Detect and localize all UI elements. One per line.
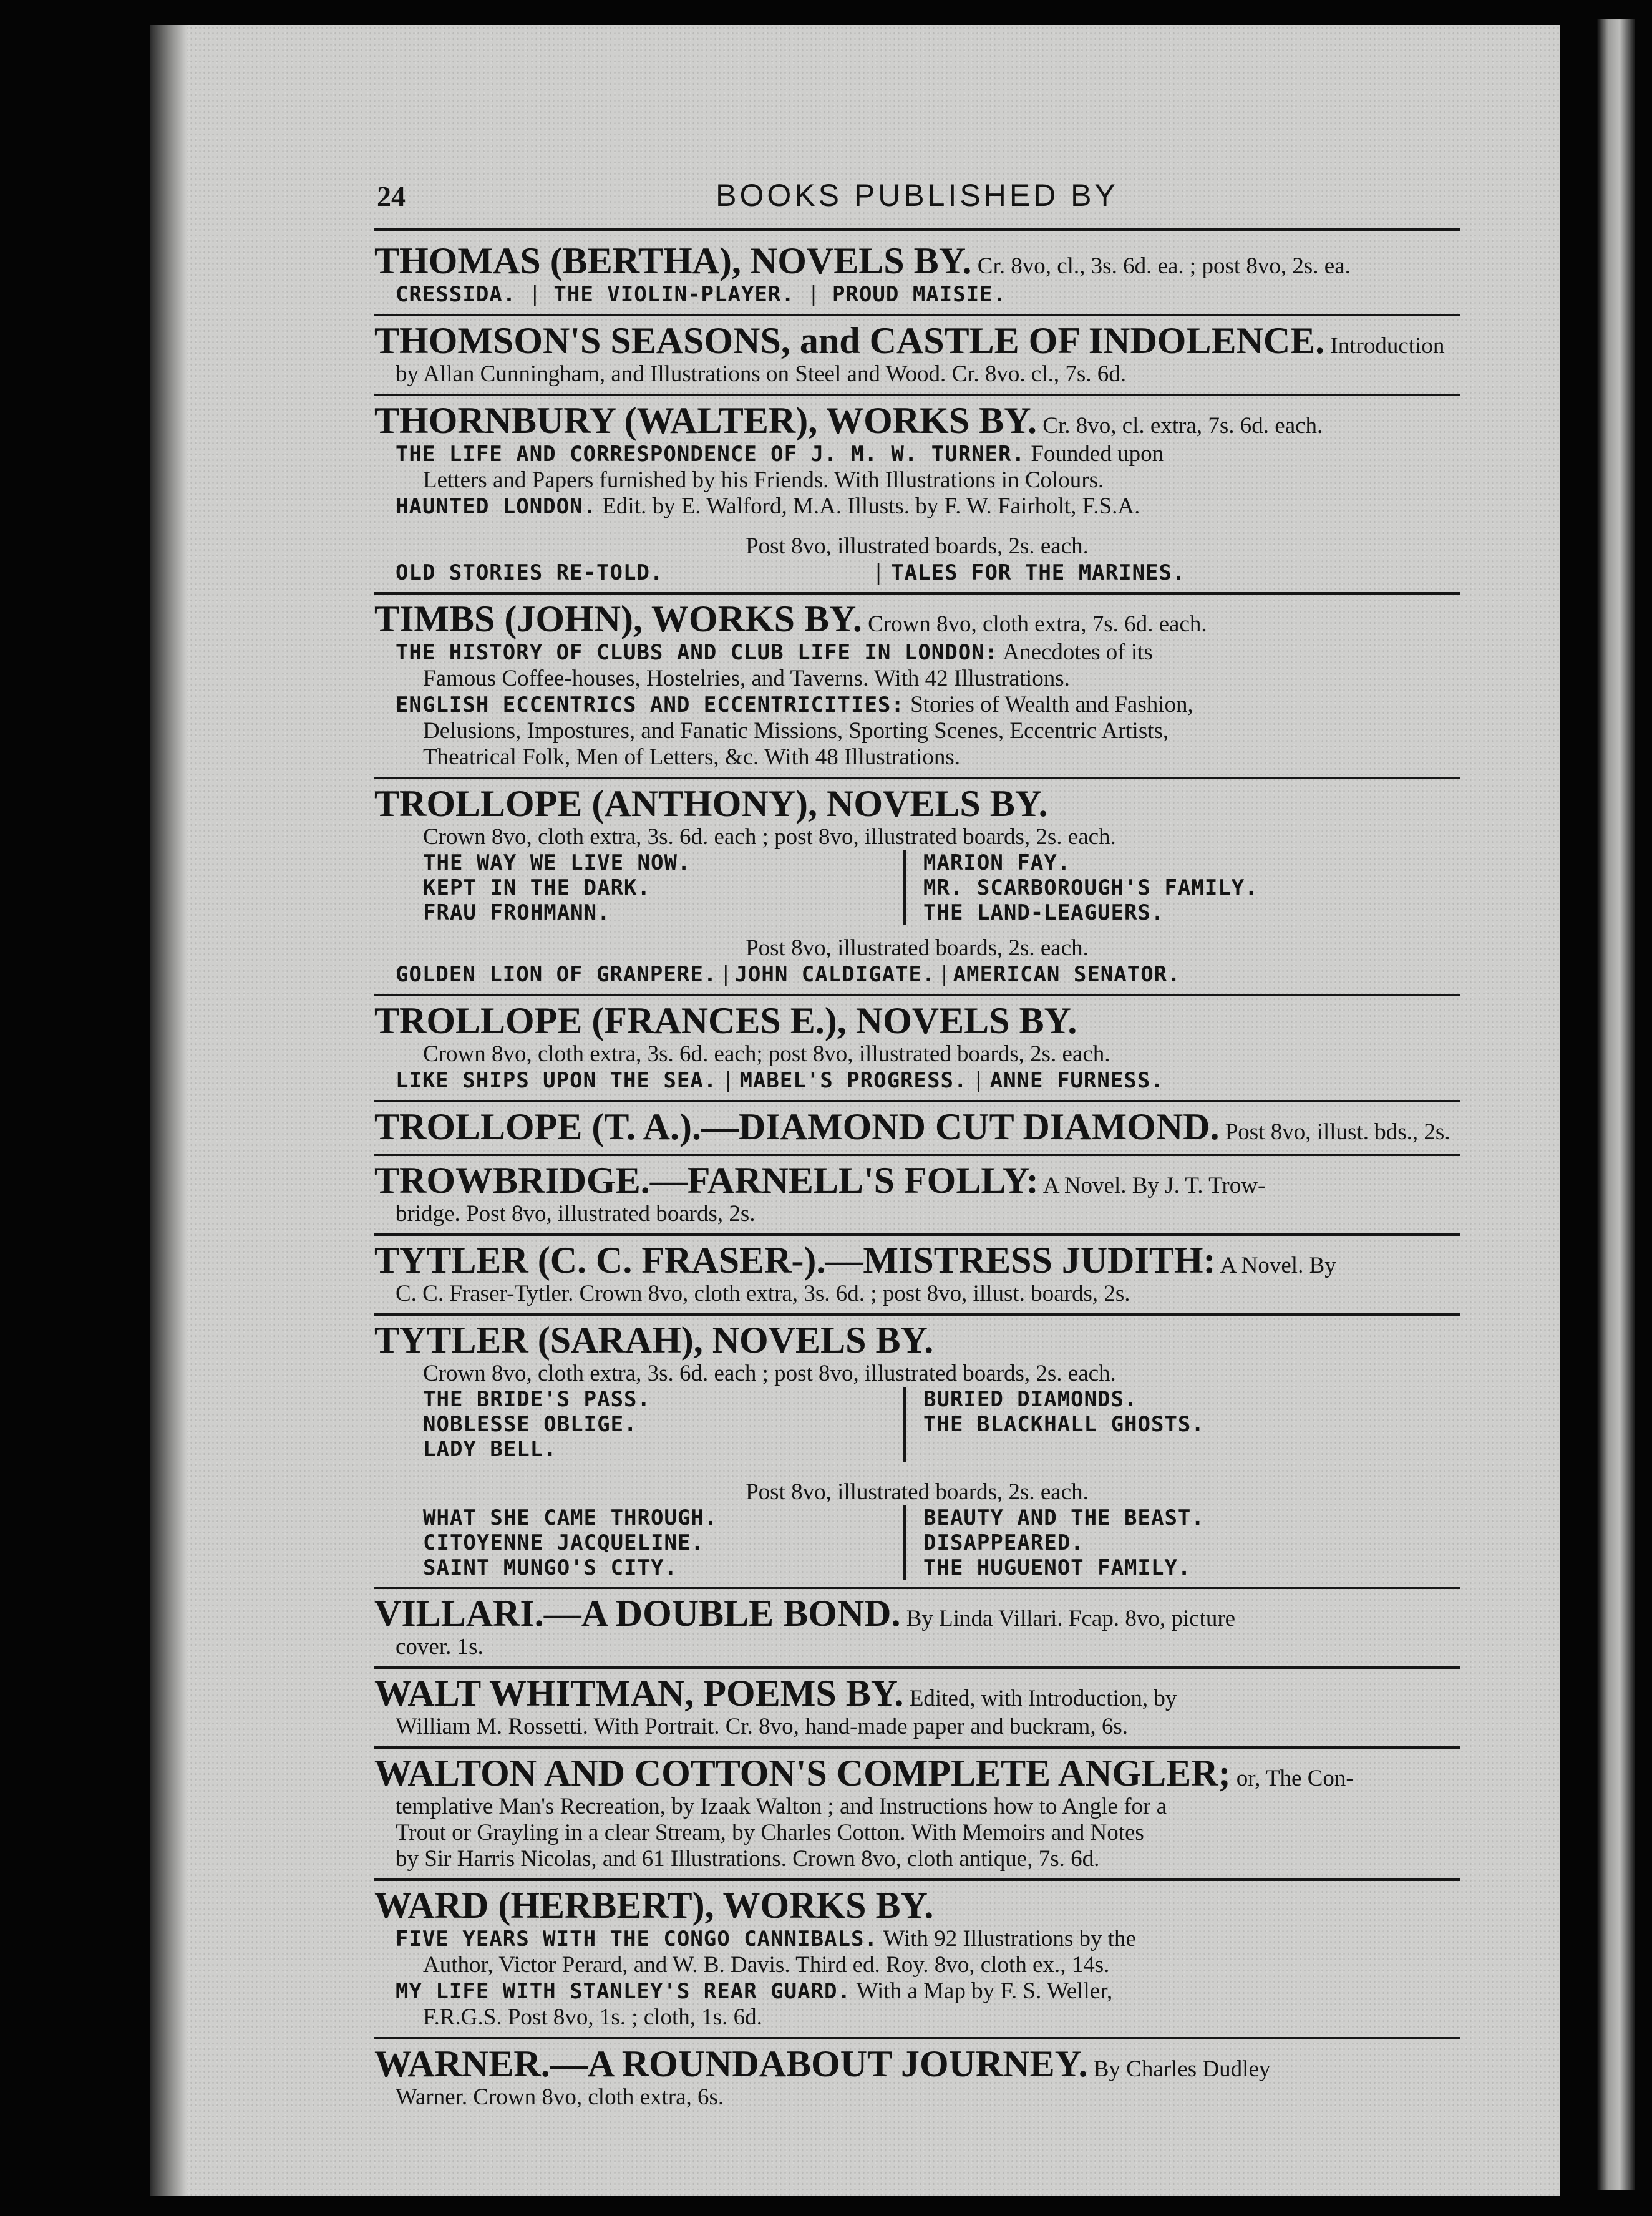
entry-heading: TROLLOPE (ANTHONY), NOVELS BY. — [374, 783, 1048, 824]
entry-text: Famous Coffee-houses, Hostelries, and Taverns. With 42 Illustrations. — [423, 666, 1070, 691]
entry-text: by Sir Harris Nicolas, and 61 Illustrations. Crown 8vo, cloth antique, 7s. 6d. — [396, 1846, 1100, 1872]
entry-trollope-anthony: TROLLOPE (ANTHONY), NOVELS BY. Crown 8vo, cloth extra, 3s. 6d. each ; post 8vo, illustrated boards, 2s. each. THE WAY WE LIVE NOW. KEPT IN THE DARK. FRAU FROHMANN. MARION FAY. MR. SCARBOROUGH'S FAMILY. THE LAND-LEAGUERS. Post 8vo, illustrated boards, 2s. each. GOLDEN LION OF GRANPERE. | JOHN CALDIGATE. | AMERICAN SENATOR. — [374, 779, 1460, 996]
entry-text: A Novel. By J. T. Trow- — [1042, 1173, 1266, 1198]
book-title: FIVE YEARS WITH THE CONGO CANNIBALS. — [396, 1927, 878, 1951]
entry-villari — [374, 1589, 1460, 1669]
book-title: DISAPPEARED. — [923, 1530, 1084, 1555]
price-note: Cr. 8vo, cl., 3s. 6d. ea. ; post 8vo, 2s. ea. — [977, 253, 1351, 279]
entry-heading: TYTLER (SARAH), NOVELS BY. — [374, 1319, 934, 1361]
entry-text: F.R.G.S. Post 8vo, 1s. ; cloth, 1s. 6d. — [423, 2005, 762, 2030]
price-note: Post 8vo, illustrated boards, 2s. each. — [746, 533, 1089, 559]
book-title: BEAUTY AND THE BEAST. — [923, 1505, 1205, 1530]
book-title: THE HISTORY OF CLUBS AND CLUB LIFE IN LONDON: — [396, 640, 999, 665]
book-title: THE VIOLIN-PLAYER. — [553, 282, 795, 307]
book-title: KEPT IN THE DARK. — [423, 875, 651, 900]
entry-warner — [374, 2039, 1460, 2117]
entry-text: By Charles Dudley — [1093, 2056, 1271, 2082]
price-note: Post 8vo, illustrated boards, 2s. each. — [746, 935, 1089, 961]
entry-trollope-frances: TROLLOPE (FRANCES E.), NOVELS BY. Crown 8vo, cloth extra, 3s. 6d. each; post 8vo, illustrated boards, 2s. each. LIKE SHIPS UPON THE SEA. | MABEL'S PROGRESS. | ANNE FURNESS. — [374, 996, 1460, 1102]
book-title: CRESSIDA. — [396, 282, 517, 307]
entry-timbs — [374, 595, 1460, 779]
entry-heading: TROLLOPE (T. A.).—DIAMOND CUT DIAMOND. — [374, 1106, 1220, 1147]
entry-heading: TROLLOPE (FRANCES E.), NOVELS BY. — [374, 1000, 1077, 1041]
book-title: SAINT MUNGO'S CITY. — [423, 1555, 678, 1580]
entry-text: Edit. by E. Walford, M.A. Illusts. by F. W. Fairholt, F.S.A. — [602, 493, 1140, 519]
entry-text: William M. Rossetti. With Portrait. Cr. 8vo, hand-made paper and buckram, 6s. — [396, 1714, 1128, 1739]
book-title: MARION FAY. — [923, 850, 1071, 875]
title-columns — [423, 1387, 1460, 1462]
header-rule — [374, 228, 1460, 231]
entry-text: Delusions, Impostures, and Fanatic Missions, Sporting Scenes, Eccentric Artists, — [423, 718, 1169, 744]
entry-text: By Linda Villari. Fcap. 8vo, picture — [906, 1606, 1236, 1631]
price-note: Crown 8vo, cloth extra, 7s. 6d. each. — [868, 611, 1207, 637]
entry-text: bridge. Post 8vo, illustrated boards, 2s. — [396, 1201, 756, 1227]
entry-heading: THOMSON'S SEASONS, and CASTLE OF INDOLENCE. — [374, 320, 1325, 361]
entry-heading: VILLARI.—A DOUBLE BOND. — [374, 1593, 901, 1634]
book-title: ANNE FURNESS. — [989, 1068, 1164, 1093]
entry-whitman — [374, 1669, 1460, 1749]
entry-ward — [374, 1881, 1460, 2039]
book-title — [923, 1437, 1205, 1462]
book-title: NOBLESSE OBLIGE. — [423, 1412, 638, 1437]
title-columns — [423, 1505, 1460, 1580]
book-spine-shadow — [150, 25, 187, 2196]
entry-text: Warner. Crown 8vo, cloth extra, 6s. — [396, 2084, 724, 2110]
entry-heading: TROWBRIDGE.—FARNELL'S FOLLY: — [374, 1160, 1039, 1201]
entry-text: Founded upon — [1031, 441, 1164, 467]
price-note: post 8vo, illustrated boards, 2s. each. — [774, 1361, 1116, 1386]
entry-thomson — [374, 316, 1460, 396]
book-title: OLD STORIES RE-TOLD. — [396, 560, 664, 585]
entry-text: With 92 Illustrations by the — [883, 1926, 1136, 1951]
entry-heading: THOMAS (BERTHA), NOVELS BY. — [374, 240, 972, 281]
entry-text: Letters and Papers furnished by his Friends. With Illustrations in Colours. — [423, 467, 1104, 493]
entry-text: Introduction — [1330, 333, 1445, 359]
entry-heading: THORNBURY (WALTER), WORKS BY. — [374, 400, 1037, 441]
book-title: LIKE SHIPS UPON THE SEA. — [396, 1068, 717, 1093]
book-title: THE WAY WE LIVE NOW. — [423, 850, 691, 875]
book-title: WHAT SHE CAME THROUGH. — [423, 1505, 718, 1530]
entry-text: Trout or Grayling in a clear Stream, by Charles Cotton. With Memoirs and Notes — [396, 1820, 1144, 1845]
entry-thornbury: THORNBURY (WALTER), WORKS BY. Cr. 8vo, cl. extra, 7s. 6d. each. THE LIFE AND CORRESPONDENCE OF J. M. W. TURNER. Founded upon Letters and Papers furnished by his Friends. With Illustrations in Colours. HAUNTED LONDON. Edit. by E. Walford, M.A. Illusts. by F. W. Fairholt, F.S.A. Post 8vo, illustrated boards, 2s. each. OLD STORIES RE-TOLD. | TALES FOR THE MARINES. — [374, 396, 1460, 595]
entry-heading: TYTLER (C. C. FRASER-).—MISTRESS JUDITH: — [374, 1240, 1216, 1281]
book-title: GOLDEN LION OF GRANPERE. — [396, 962, 717, 987]
book-title: CITOYENNE JACQUELINE. — [423, 1530, 704, 1555]
entry-thomas: THOMAS (BERTHA), NOVELS BY. Cr. 8vo, cl., 3s. 6d. ea. ; post 8vo, 2s. ea. CRESSIDA. | THE VIOLIN-PLAYER. | PROUD MAISIE. — [374, 236, 1460, 316]
running-title: BOOKS PUBLISHED BY — [716, 178, 1119, 213]
book-title: THE LIFE AND CORRESPONDENCE OF J. M. W. TURNER. — [396, 442, 1026, 467]
book-title: THE LAND-LEAGUERS. — [923, 900, 1165, 925]
book-title: HAUNTED LONDON. — [396, 494, 597, 519]
page-header — [374, 176, 1460, 228]
entry-text: Anecdotes of its — [1003, 639, 1153, 665]
entry-heading: TIMBS (JOHN), WORKS BY. — [374, 598, 862, 639]
entry-text: Author, Victor Perard, and W. B. Davis. Third ed. Roy. 8vo, cloth ex., 14s. — [423, 1952, 1110, 1978]
entry-walton — [374, 1749, 1460, 1881]
entry-tytler-sarah — [374, 1316, 1460, 1589]
book-title: MABEL'S PROGRESS. — [739, 1068, 968, 1093]
price-note: Crown 8vo, cloth extra, 3s. 6d. each ; — [423, 1361, 769, 1386]
book-title: THE BLACKHALL GHOSTS. — [923, 1412, 1205, 1437]
entry-text: templative Man's Recreation, by Izaak Walton ; and Instructions how to Angle for a — [396, 1794, 1167, 1819]
entry-heading: WARD (HERBERT), WORKS BY. — [374, 1885, 934, 1926]
book-title: JOHN CALDIGATE. — [734, 962, 936, 987]
page-number: 24 — [377, 180, 406, 212]
entry-tytler-fraser — [374, 1236, 1460, 1316]
entry-trowbridge — [374, 1156, 1460, 1236]
book-title: THE HUGUENOT FAMILY. — [923, 1555, 1192, 1580]
book-title: THE BRIDE'S PASS. — [423, 1387, 651, 1412]
title-columns — [423, 850, 1460, 925]
entry-text: Theatrical Folk, Men of Letters, &c. With 48 Illustrations. — [423, 744, 960, 770]
entry-text: C. C. Fraser-Tytler. Crown 8vo, cloth extra, 3s. 6d. ; post 8vo, illust. boards, 2s. — [396, 1281, 1130, 1306]
price-note: post 8vo, illustrated boards, 2s. each. — [774, 824, 1116, 850]
book-title: FRAU FROHMANN. — [423, 900, 611, 925]
book-title: LADY BELL. — [423, 1437, 557, 1462]
price-note: Cr. 8vo, cl. extra, 7s. 6d. each. — [1042, 413, 1323, 439]
book-title: TALES FOR THE MARINES. — [891, 560, 1186, 585]
book-title: PROUD MAISIE. — [832, 282, 1007, 307]
price-note: Crown 8vo, cloth extra, 3s. 6d. each; post 8vo, illustrated boards, 2s. each. — [423, 1041, 1110, 1067]
entry-trollope-t-a — [374, 1102, 1460, 1156]
book-title: MR. SCARBOROUGH'S FAMILY. — [923, 875, 1258, 900]
entry-text: cover. 1s. — [396, 1634, 483, 1660]
entry-text: A Novel. By — [1220, 1253, 1336, 1278]
price-note: Post 8vo, illustrated boards, 2s. each. — [746, 1479, 1089, 1505]
book-title: BURIED DIAMONDS. — [923, 1387, 1138, 1412]
price-note: Post 8vo, illust. bds., 2s. — [1225, 1119, 1450, 1145]
entry-text: Stories of Wealth and Fashion, — [910, 692, 1193, 717]
entry-text: by Allan Cunningham, and Illustrations on Steel and Wood. Cr. 8vo. cl., 7s. 6d. — [396, 361, 1127, 387]
entry-heading: WARNER.—A ROUNDABOUT JOURNEY. — [374, 2043, 1088, 2084]
entry-heading: WALTON AND COTTON'S COMPLETE ANGLER; — [374, 1752, 1231, 1794]
entry-text: Edited, with Introduction, by — [909, 1686, 1177, 1711]
book-title: MY LIFE WITH STANLEY'S REAR GUARD. — [396, 1979, 851, 2004]
catalogue-page — [374, 176, 1460, 2117]
book-title: ENGLISH ECCENTRICS AND ECCENTRICITIES: — [396, 692, 905, 717]
entry-text: With a Map by F. S. Weller, — [856, 1978, 1113, 2004]
facing-page-edge — [1597, 19, 1635, 2190]
book-title: AMERICAN SENATOR. — [953, 962, 1181, 987]
entry-text: or, The Con- — [1236, 1766, 1354, 1791]
entry-heading: WALT WHITMAN, POEMS BY. — [374, 1673, 904, 1714]
price-note: Crown 8vo, cloth extra, 3s. 6d. each ; — [423, 824, 769, 850]
